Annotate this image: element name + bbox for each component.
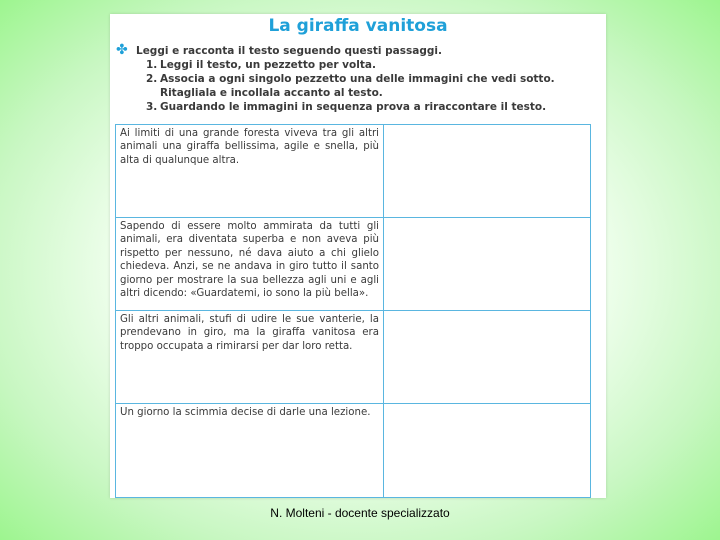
image-slot-1 bbox=[384, 125, 590, 218]
story-text-cell-1: Ai limiti di una grande foresta viveva tra gli altri animali una giraffa bellissima, agile e snella, più alta di qualunque altra. bbox=[116, 125, 384, 218]
image-slot-4 bbox=[384, 404, 590, 497]
worksheet-title: La giraffa vanitosa bbox=[268, 16, 448, 36]
story-text-cell-3: Gli altri animali, stufi di udire le sue vanterie, la prendevano in giro, ma la giraffa vanitosa era troppo occupata a rimirarsi per dar loro retta. bbox=[116, 311, 384, 404]
step-text: Associa a ogni singolo pezzetto una delle immagini che vedi sotto. Ritagliala e incollala accanto al testo. bbox=[160, 73, 555, 99]
story-text-cell-4: Un giorno la scimmia decise di darle una lezione. bbox=[116, 404, 384, 497]
story-text-cell-2: Sapendo di essere molto ammirata da tutti gli animali, era diventata superba e non aveva più rispetto per nessuno, né dava aiuto a chi glielo chiedeva. Anzi, se ne andava in giro tutto il santo giorno per mostrare la sua bellezza agli uni e agli altri dicendo: «Guardatemi, io sono la più bella». bbox=[116, 218, 384, 311]
footer-credit: N. Molteni - docente specializzato bbox=[270, 506, 450, 520]
step-number: 1. bbox=[146, 59, 158, 71]
step-text: Guardando le immagini in sequenza prova a riraccontare il testo. bbox=[160, 101, 547, 113]
step-number: 2. bbox=[146, 73, 158, 85]
step-number: 3. bbox=[146, 101, 158, 113]
story-table bbox=[115, 124, 591, 498]
instructions-heading: Leggi e racconta il testo seguendo questi passaggi. bbox=[136, 45, 442, 57]
image-slot-2 bbox=[384, 218, 590, 311]
instructions bbox=[116, 44, 596, 114]
image-slot-3 bbox=[384, 311, 590, 404]
flower-bullet-icon: ✤ bbox=[116, 42, 128, 58]
instruction-step-2 bbox=[146, 72, 596, 100]
step-text: Leggi il testo, un pezzetto per volta. bbox=[160, 59, 376, 71]
instruction-steps bbox=[146, 58, 596, 114]
instruction-step-1 bbox=[146, 58, 596, 72]
instruction-step-3 bbox=[146, 100, 596, 114]
worksheet-page bbox=[110, 14, 606, 498]
